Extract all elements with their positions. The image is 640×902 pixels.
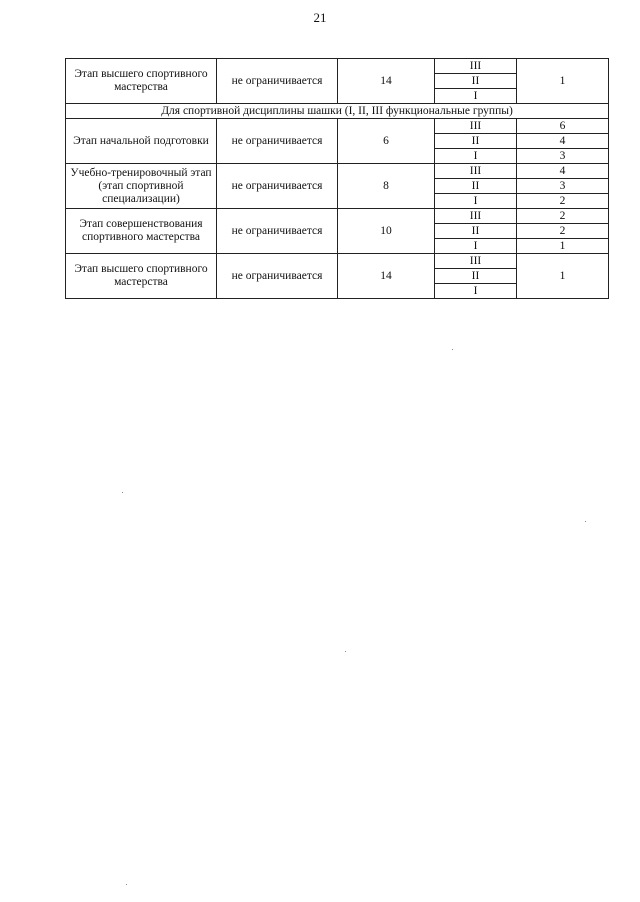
- count-cell: 4: [517, 134, 609, 149]
- count-cell: 4: [517, 164, 609, 179]
- age-cell: 10: [338, 209, 435, 254]
- stage-cell: Этап высшего спортивного мастерства: [66, 254, 217, 299]
- table-row: [66, 164, 609, 179]
- age-limit-cell: не ограничивается: [217, 209, 338, 254]
- count-cell: 2: [517, 194, 609, 209]
- table-row: [66, 254, 609, 269]
- scan-speck: [126, 884, 127, 885]
- page-number: 21: [313, 10, 327, 25]
- age-limit-cell: не ограничивается: [217, 59, 338, 104]
- group-cell: I: [435, 284, 517, 299]
- stage-cell: Учебно-тренировочный этап (этап спортивной специализации): [66, 164, 217, 209]
- stage-cell: Этап начальной подготовки: [66, 119, 217, 164]
- age-cell: 8: [338, 164, 435, 209]
- group-cell: II: [435, 179, 517, 194]
- stage-cell: Этап совершенствования спортивного мастерства: [66, 209, 217, 254]
- count-cell: 1: [517, 239, 609, 254]
- group-cell: II: [435, 74, 517, 89]
- age-limit-cell: не ограничивается: [217, 254, 338, 299]
- group-cell: II: [435, 134, 517, 149]
- section-title: Для спортивной дисциплины шашки (I, II, III функциональные группы): [66, 104, 609, 119]
- group-cell: I: [435, 149, 517, 164]
- age-cell: 14: [338, 59, 435, 104]
- table-row: [66, 104, 609, 119]
- group-cell: II: [435, 269, 517, 284]
- scan-speck: [585, 521, 586, 522]
- group-cell: I: [435, 239, 517, 254]
- count-cell: 3: [517, 179, 609, 194]
- stage-cell: Этап высшего спортивного мастерства: [66, 59, 217, 104]
- table-row: [66, 209, 609, 224]
- group-cell: II: [435, 224, 517, 239]
- count-cell: 2: [517, 209, 609, 224]
- group-cell: III: [435, 254, 517, 269]
- count-cell: 1: [517, 59, 609, 104]
- group-cell: III: [435, 209, 517, 224]
- group-cell: III: [435, 59, 517, 74]
- table-row: [66, 59, 609, 74]
- table-row: [66, 119, 609, 134]
- count-cell: 1: [517, 254, 609, 299]
- count-cell: 3: [517, 149, 609, 164]
- age-cell: 6: [338, 119, 435, 164]
- scan-speck: [122, 492, 123, 493]
- count-cell: 6: [517, 119, 609, 134]
- age-limit-cell: не ограничивается: [217, 164, 338, 209]
- scan-speck: [452, 349, 453, 350]
- age-cell: 14: [338, 254, 435, 299]
- count-cell: 2: [517, 224, 609, 239]
- age-limit-cell: не ограничивается: [217, 119, 338, 164]
- group-cell: III: [435, 164, 517, 179]
- group-cell: III: [435, 119, 517, 134]
- scan-speck: [345, 651, 346, 652]
- sports-stages-table: [65, 58, 609, 299]
- group-cell: I: [435, 194, 517, 209]
- group-cell: I: [435, 89, 517, 104]
